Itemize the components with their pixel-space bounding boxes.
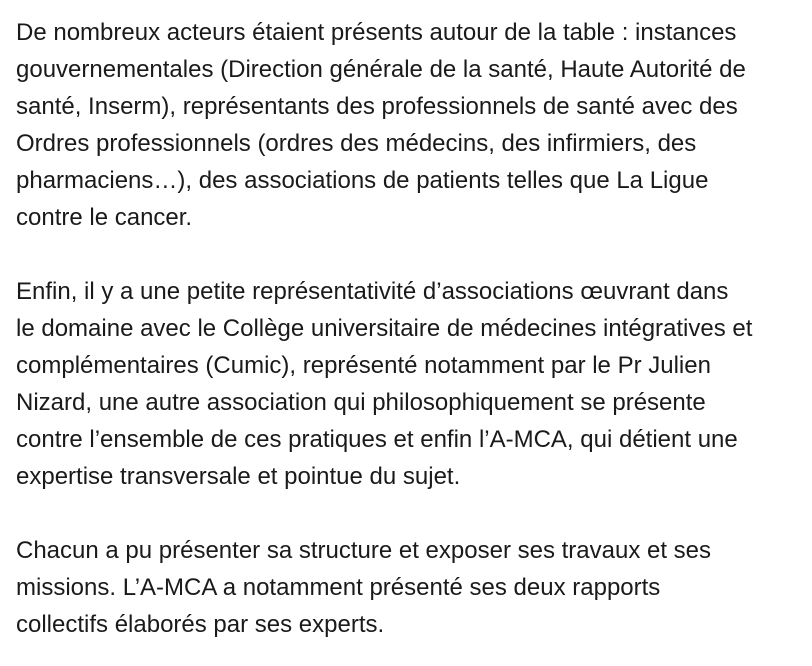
paragraph-presentations: Chacun a pu présenter sa structure et exposer ses travaux et ses missions. L’A-MCA a notamment présenté ses deux rapports collectifs élaborés par ses experts. xyxy=(16,537,712,638)
article-body xyxy=(16,14,806,643)
paragraph-associations: Enfin, il y a une petite représentativité d’associations œuvrant dans le domaine avec le Collège universitaire de médecines intégratives et complémentaires (Cumic), représenté notamment par le Pr Julien Nizard, une autre association qui philosophiquement se présente contre l’ensemble de ces pratiques et enfin l’A-MCA, qui détient une expertise transversale et pointue du sujet. xyxy=(16,278,753,490)
paragraph-stakeholders: De nombreux acteurs étaient présents autour de la table : instances gouvernementales (Direction générale de la santé, Haute Autorité de santé, Inserm), représentants des professionnels de santé avec des Ordres professionnels (ordres des médecins, des infirmiers, des pharmaciens…), des associations de patients telles que La Ligue contre le cancer. xyxy=(16,19,746,231)
